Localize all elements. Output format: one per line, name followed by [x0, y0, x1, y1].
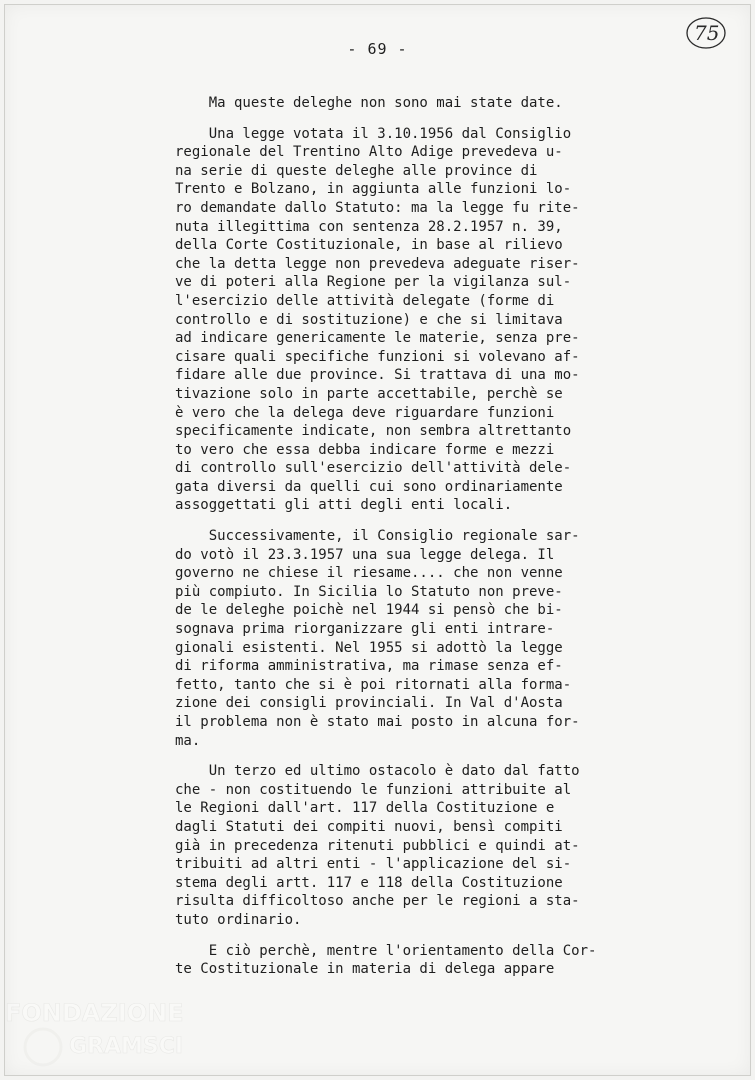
text-line: E ciò perchè, mentre l'orientamento della Cor- [175, 942, 597, 959]
text-line: te Costituzionale in materia di delega appare [175, 961, 555, 978]
text-line: Successivamente, il Consiglio regionale sar- [175, 528, 580, 545]
text-line: della Corte Costituzionale, in base al rilievo [175, 237, 563, 254]
text-line: Ma queste deleghe non sono mai state date. [175, 95, 563, 111]
text-line: che - non costituendo le funzioni attribuite al [175, 781, 572, 798]
text-line: de le deleghe poichè nel 1944 si pensò che bi- [175, 602, 563, 619]
text-line: che la detta legge non prevedeva adeguate riser- [175, 255, 580, 272]
handwritten-number-text: 75 [694, 21, 720, 45]
page-number: - 69 - [347, 40, 408, 58]
text-line: ad indicare genericamente le materie, senza pre- [175, 330, 580, 347]
text-line: fidare alle due province. Si trattava di una mo- [175, 367, 580, 384]
text-line: regionale del Trentino Alto Adige prevedeva u- [175, 144, 563, 161]
text-line: sognava prima riorganizzare gli enti intrare- [175, 621, 555, 638]
text-line: specificamente indicate, non sembra altrettanto [175, 423, 572, 440]
paragraph [175, 125, 635, 515]
text-line: to vero che essa debba indicare forme e mezzi [175, 441, 555, 458]
text-line: ro demandate dallo Statuto: ma la legge fu rite- [175, 199, 580, 216]
text-line: na serie di queste deleghe alle province di [175, 162, 538, 179]
text-line: tivazione solo in parte accettabile, perchè se [175, 385, 563, 402]
text-line: stema degli artt. 117 e 118 della Costituzione [175, 874, 563, 891]
text-line: tuto ordinario. [175, 911, 302, 928]
text-line: gata diversi da quelli cui sono ordinariamente [175, 478, 563, 495]
watermark-line1: FONDAZIONE [5, 999, 184, 1027]
paragraph [175, 942, 635, 979]
paragraph [175, 527, 635, 750]
text-line: Trento e Bolzano, in aggiunta alle funzioni lo- [175, 181, 572, 198]
paragraph [175, 94, 635, 113]
text-line: ma. [175, 732, 201, 749]
text-line: è vero che la delega deve riguardare funzioni [175, 404, 555, 421]
text-line: cisare quali specifiche funzioni si volevano af- [175, 348, 580, 365]
handwritten-page-number [684, 14, 728, 52]
text-line: do votò il 23.3.1957 una sua legge delega. Il [175, 546, 555, 563]
text-line: assoggettati gli atti degli enti locali. [175, 497, 513, 514]
text-line: di riforma amministrativa, ma rimase senza ef- [175, 658, 563, 675]
text-line: il problema non è stato mai posto in alcuna for- [175, 714, 580, 730]
text-line: più compiuto. In Sicilia lo Statuto non preve- [175, 583, 563, 600]
text-line: controllo e di sostituzione) e che si limitava [175, 311, 563, 328]
text-line: gionali esistenti. Nel 1955 si adottò la legge [175, 639, 563, 656]
text-line: già in precedenza ritenuti pubblici e quindi at- [175, 837, 580, 854]
text-line: tribuiti ad altri enti - l'applicazione del si- [175, 856, 572, 873]
text-line: di controllo sull'esercizio dell'attività dele- [175, 460, 572, 477]
text-line: Un terzo ed ultimo ostacolo è dato dal fatto [175, 763, 580, 780]
watermark-line2: GRAMSCI [69, 1034, 184, 1059]
text-line: le Regioni dall'art. 117 della Costituzione e [175, 800, 555, 817]
text-line: risulta difficoltoso anche per le regioni a sta- [175, 893, 580, 910]
text-line: Una legge votata il 3.10.1956 dal Consiglio [175, 125, 572, 142]
text-line: nuta illegittima con sentenza 28.2.1957 n. 39, [175, 218, 563, 235]
text-line: ve di poteri alla Regione per la vigilanza sul- [175, 274, 572, 291]
text-line: governo ne chiese il riesame.... che non venne [175, 565, 563, 582]
text-line: dagli Statuti dei compiti nuovi, bensì compiti [175, 818, 563, 835]
text-line: l'esercizio delle attività delegate (forme di [175, 292, 555, 309]
fondazione-gramsci-watermark [5, 995, 205, 1075]
text-line: zione dei consigli provinciali. In Val d'Aosta [175, 695, 563, 712]
document-body [175, 94, 635, 991]
paragraph [175, 762, 635, 929]
text-line: fetto, tanto che si è poi ritornati alla forma- [175, 676, 572, 693]
